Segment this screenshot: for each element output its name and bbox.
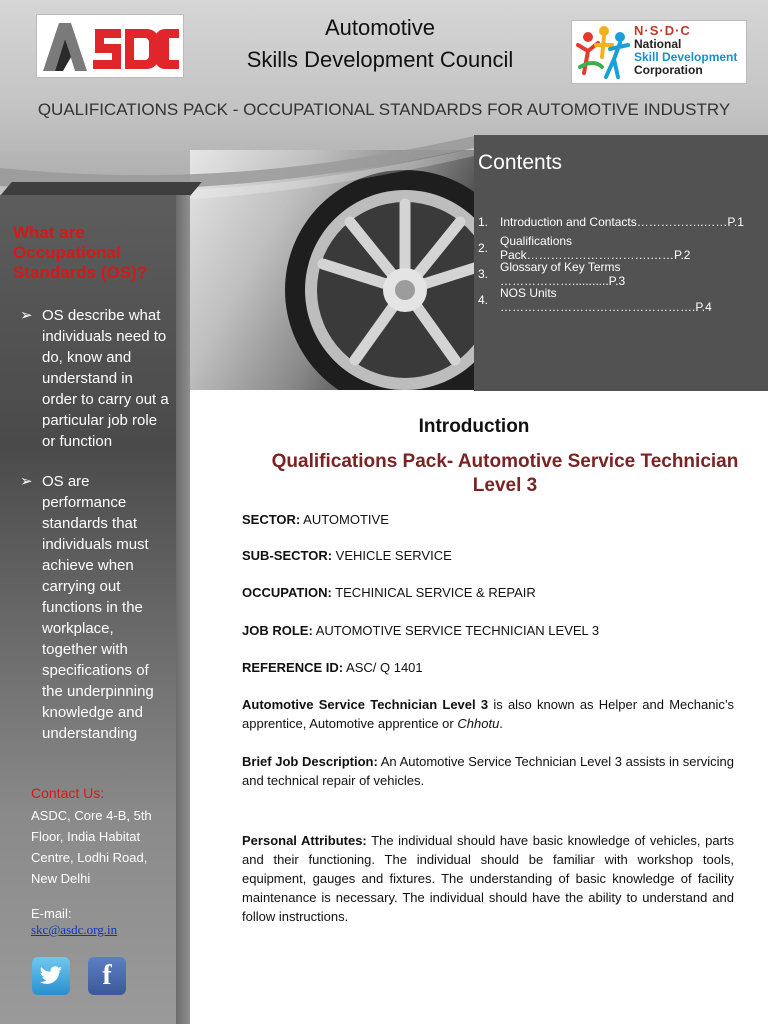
- nsdc-logo-line1: National: [634, 37, 682, 51]
- main-content: [190, 392, 768, 1024]
- field-value: AUTOMOTIVE SERVICE TECHNICIAN LEVEL 3: [315, 623, 600, 638]
- contents-list: [478, 209, 748, 313]
- org-title-line1: Automotive: [324, 15, 436, 40]
- contents-item-label: Glossary of Key Terms ………………...........P.3: [500, 260, 626, 288]
- qualifications-pack-banner: QUALIFICATIONS PACK - OCCUPATIONAL STANDARDS FOR AUTOMOTIVE INDUSTRY: [37, 100, 731, 119]
- email-link[interactable]: skc@asdc.org.in: [31, 922, 118, 937]
- contact-address: ASDC, Core 4-B, 5th Floor, India Habitat Centre, Lodhi Road, New Delhi: [31, 808, 152, 886]
- aka-bold: Automotive Service Technician Level 3: [242, 697, 489, 712]
- personal-attributes-paragraph: [242, 831, 734, 926]
- nsdc-logo-line3: Corporation: [634, 63, 703, 77]
- arrow-bullet-icon: ➢: [20, 473, 33, 490]
- sidebar: [0, 195, 176, 1024]
- twitter-icon[interactable]: [32, 957, 70, 995]
- contents-item-number: 3.: [478, 267, 489, 281]
- nsdc-logo-line2: Skill Development: [634, 50, 738, 64]
- os-bullet-text: OS describe what individuals need to do, know and understand in order to carry out a particular job role or function: [42, 307, 169, 450]
- contents-item[interactable]: [478, 261, 748, 287]
- field-job-role: [242, 623, 599, 638]
- contents-item-label: NOS Units ………………………………………….P.4: [500, 286, 712, 314]
- org-title-line2: Skills Development Council: [246, 47, 514, 72]
- contents-item[interactable]: [478, 287, 748, 313]
- os-title: What are Occupational Standards (OS)?: [13, 223, 148, 282]
- field-reference-id: [242, 660, 423, 675]
- os-bullet: [20, 471, 170, 744]
- field-label: JOB ROLE:: [242, 623, 313, 638]
- facebook-icon[interactable]: f: [88, 957, 126, 995]
- nsdc-logo-top: N·S·D·C: [634, 23, 691, 38]
- wheel-image: [190, 150, 480, 390]
- contact-label: Contact Us:: [31, 785, 105, 801]
- contents-item[interactable]: [478, 209, 748, 235]
- aka-italic: Chhotu: [457, 716, 500, 731]
- sidebar-edge: [176, 195, 190, 1024]
- field-occupation: [242, 585, 536, 600]
- also-known-as-paragraph: [242, 695, 734, 733]
- contents-item-number: 2.: [478, 241, 489, 255]
- email-label: E-mail:: [31, 906, 72, 921]
- field-value: AUTOMOTIVE: [303, 512, 389, 527]
- nsdc-logo: [571, 20, 747, 84]
- sidebar-top-edge: [0, 182, 202, 196]
- personal-attributes-text: The individual should have basic knowledge of vehicles, parts and their functioning. The individual should be familiar with workshop tools, equipment, gauges and fixtures. The understanding of basic knowledge of facility maintenance is necessary. The individual should have the ability to understand and follow instructions.: [242, 833, 734, 924]
- field-sub-sector: [242, 548, 452, 563]
- contents-item-label: Introduction and Contacts……………..……P.1: [500, 215, 744, 229]
- contents-item-label: Qualifications Pack………………………….……P.2: [500, 234, 691, 262]
- job-description-paragraph: [242, 752, 734, 790]
- arrow-bullet-icon: ➢: [20, 307, 33, 324]
- field-value: TECHINICAL SERVICE & REPAIR: [335, 585, 536, 600]
- personal-attributes-label: Personal Attributes:: [242, 833, 367, 848]
- introduction-heading: Introduction: [418, 416, 530, 437]
- qualifications-pack-title: Qualifications Pack- Automotive Service Technician Level 3: [271, 451, 739, 496]
- org-title: [200, 12, 560, 76]
- field-value: VEHICLE SERVICE: [335, 548, 452, 563]
- os-bullet-text: OS are performance standards that individuals must achieve when carrying out functions in the workplace, together with specifications of the underpinning knowledge and understanding: [42, 473, 154, 742]
- field-label: REFERENCE ID:: [242, 660, 344, 675]
- field-label: SUB-SECTOR:: [242, 548, 333, 563]
- nsdc-figures-icon: [574, 23, 634, 83]
- contents-title: Contents: [478, 151, 563, 174]
- asdc-logo: [36, 14, 184, 78]
- aka-end: .: [499, 716, 503, 731]
- field-value: ASC/ Q 1401: [346, 660, 423, 675]
- job-description-label: Brief Job Description:: [242, 754, 378, 769]
- contents-item[interactable]: [478, 235, 748, 261]
- contents-panel: [474, 135, 768, 391]
- aka-text: is also known as Helper and Mechanic’s apprentice, Automotive apprentice or: [242, 697, 735, 731]
- os-bullet: [20, 305, 170, 452]
- field-label: SECTOR:: [242, 512, 301, 527]
- field-label: OCCUPATION:: [242, 585, 332, 600]
- contents-item-number: 4.: [478, 293, 489, 307]
- contents-item-number: 1.: [478, 215, 489, 229]
- field-sector: [242, 512, 389, 527]
- job-description-text: An Automotive Service Technician Level 3 assists in servicing and technical repair of vehicles.: [242, 754, 735, 788]
